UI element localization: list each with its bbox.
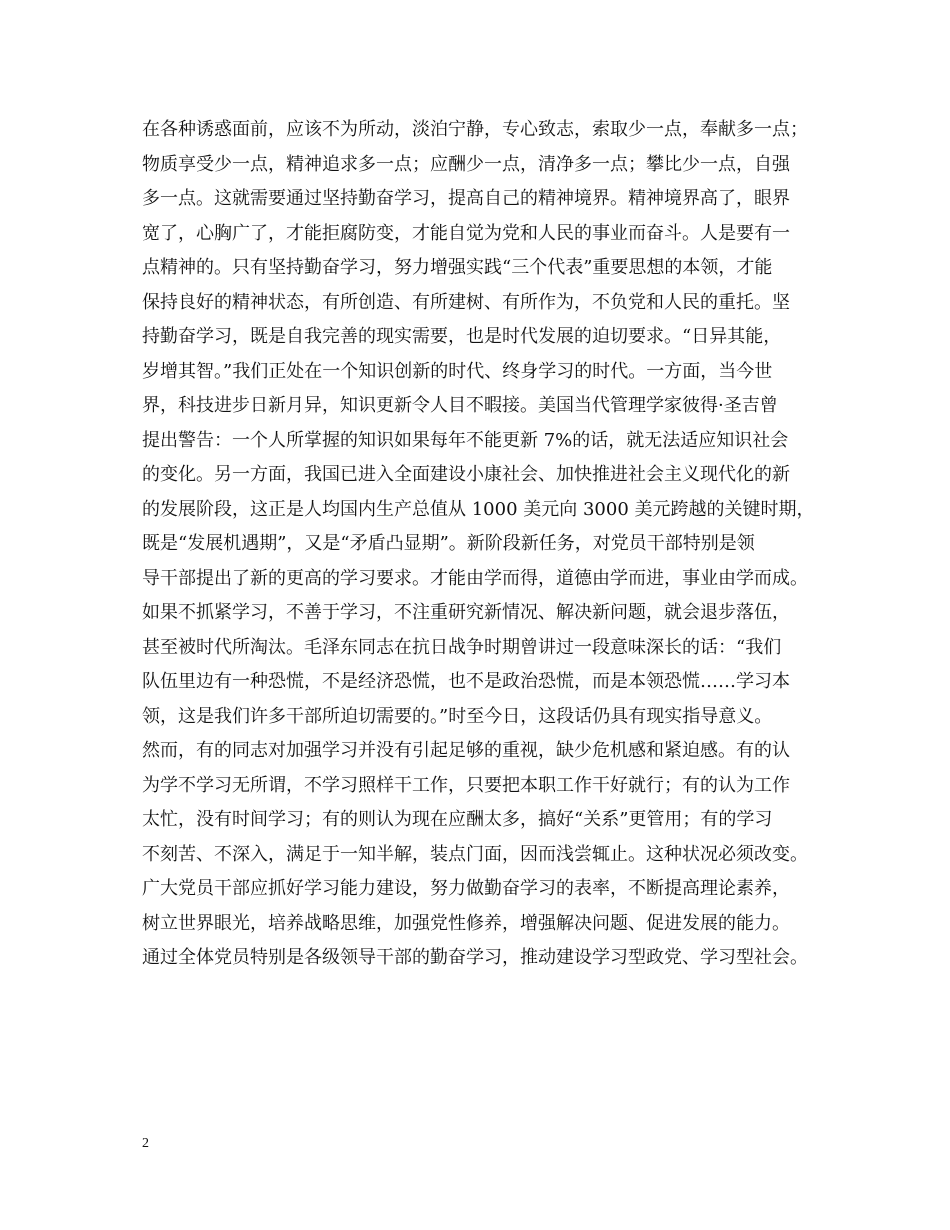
text-line: 物质享受少一点，精神追求多一点；应酬少一点，清净多一点；攀比少一点，自强 (142, 153, 790, 175)
text-line: 界，科技进步日新月异，知识更新令人目不暇接。美国当代管理学家彼得·圣吉曾 (142, 395, 778, 416)
text-line: 导干部提出了新的更高的学习要求。才能由学而得，道德由学而进，事业由学而成。 (142, 567, 808, 589)
text-line: 在各种诱惑面前，应该不为所动，淡泊宁静，专心致志，索取少一点，奉献多一点； (142, 119, 808, 140)
text-line: 宽了，心胸广了，才能拒腐防变，才能自觉为党和人民的事业而奋斗。人是要有一 (142, 222, 790, 244)
text-line: 持勤奋学习，既是自我完善的现实需要，也是时代发展的迫切要求。“日异其能， (142, 326, 782, 347)
page-number: 2 (142, 1136, 149, 1151)
text-line: 领，这是我们许多干部所迫切需要的。”时至今日，这段话仍具有现实指导意义。 (142, 705, 773, 727)
text-line: 提出警告：一个人所掌握的知识如果每年不能更新 7%的话，就无法适应知识社会 (142, 429, 789, 451)
text-line: 多一点。这就需要通过坚持勤奋学习，提高自己的精神境界。精神境界高了，眼界 (142, 188, 790, 209)
body-paragraph (142, 113, 832, 976)
text-line: 的变化。另一方面，我国已进入全面建设小康社会、加快推进社会主义现代化的新 (142, 464, 790, 485)
text-line: 岁增其智。”我们正处在一个知识创新的时代、终身学习的时代。一方面，当今世 (142, 360, 773, 382)
text-line: 甚至被时代所淘汰。毛泽东同志在抗日战争时期曾讲过一段意味深长的话：“我们 (142, 636, 782, 658)
text-line: 既是“发展机遇期”，又是“矛盾凸显期”。新阶段新任务，对党员干部特别是领 (142, 533, 755, 554)
text-line: 通过全体党员特别是各级领导干部的勤奋学习，推动建设学习型政党、学习型社会。 (142, 947, 808, 968)
text-line: 如果不抓紧学习，不善于学习，不注重研究新情况、解决新问题，就会退步落伍， (142, 602, 790, 623)
text-line: 广大党员干部应抓好学习能力建设，努力做勤奋学习的表率，不断提高理论素养， (142, 878, 790, 899)
text-line: 的发展阶段，这正是人均国内生产总值从 1000 美元向 3000 美元跨越的关键时期， (142, 498, 815, 520)
text-line: 太忙，没有时间学习；有的则认为现在应酬太多，搞好“关系”更管用；有的学习 (142, 809, 773, 830)
text-line: 为学不学习无所谓，不学习照样干工作，只要把本职工作干好就行；有的认为工作 (142, 774, 790, 796)
text-line: 然而，有的同志对加强学习并没有引起足够的重视，缺少危机感和紧迫感。有的认 (142, 740, 790, 761)
text-line: 点精神的。只有坚持勤奋学习，努力增强实践“三个代表”重要思想的本领，才能 (142, 257, 773, 278)
text-line: 树立世界眼光，培养战略思维，加强党性修养，增强解决问题、促进发展的能力。 (142, 912, 790, 934)
text-line: 队伍里边有一种恐慌，不是经济恐慌，也不是政治恐慌，而是本领恐慌……学习本 (142, 671, 790, 692)
text-line: 不刻苦、不深入，满足于一知半解，装点门面，因而浅尝辄止。这种状况必须改变。 (142, 843, 808, 865)
text-line: 保持良好的精神状态，有所创造、有所建树、有所作为，不负党和人民的重托。坚 (142, 291, 790, 313)
